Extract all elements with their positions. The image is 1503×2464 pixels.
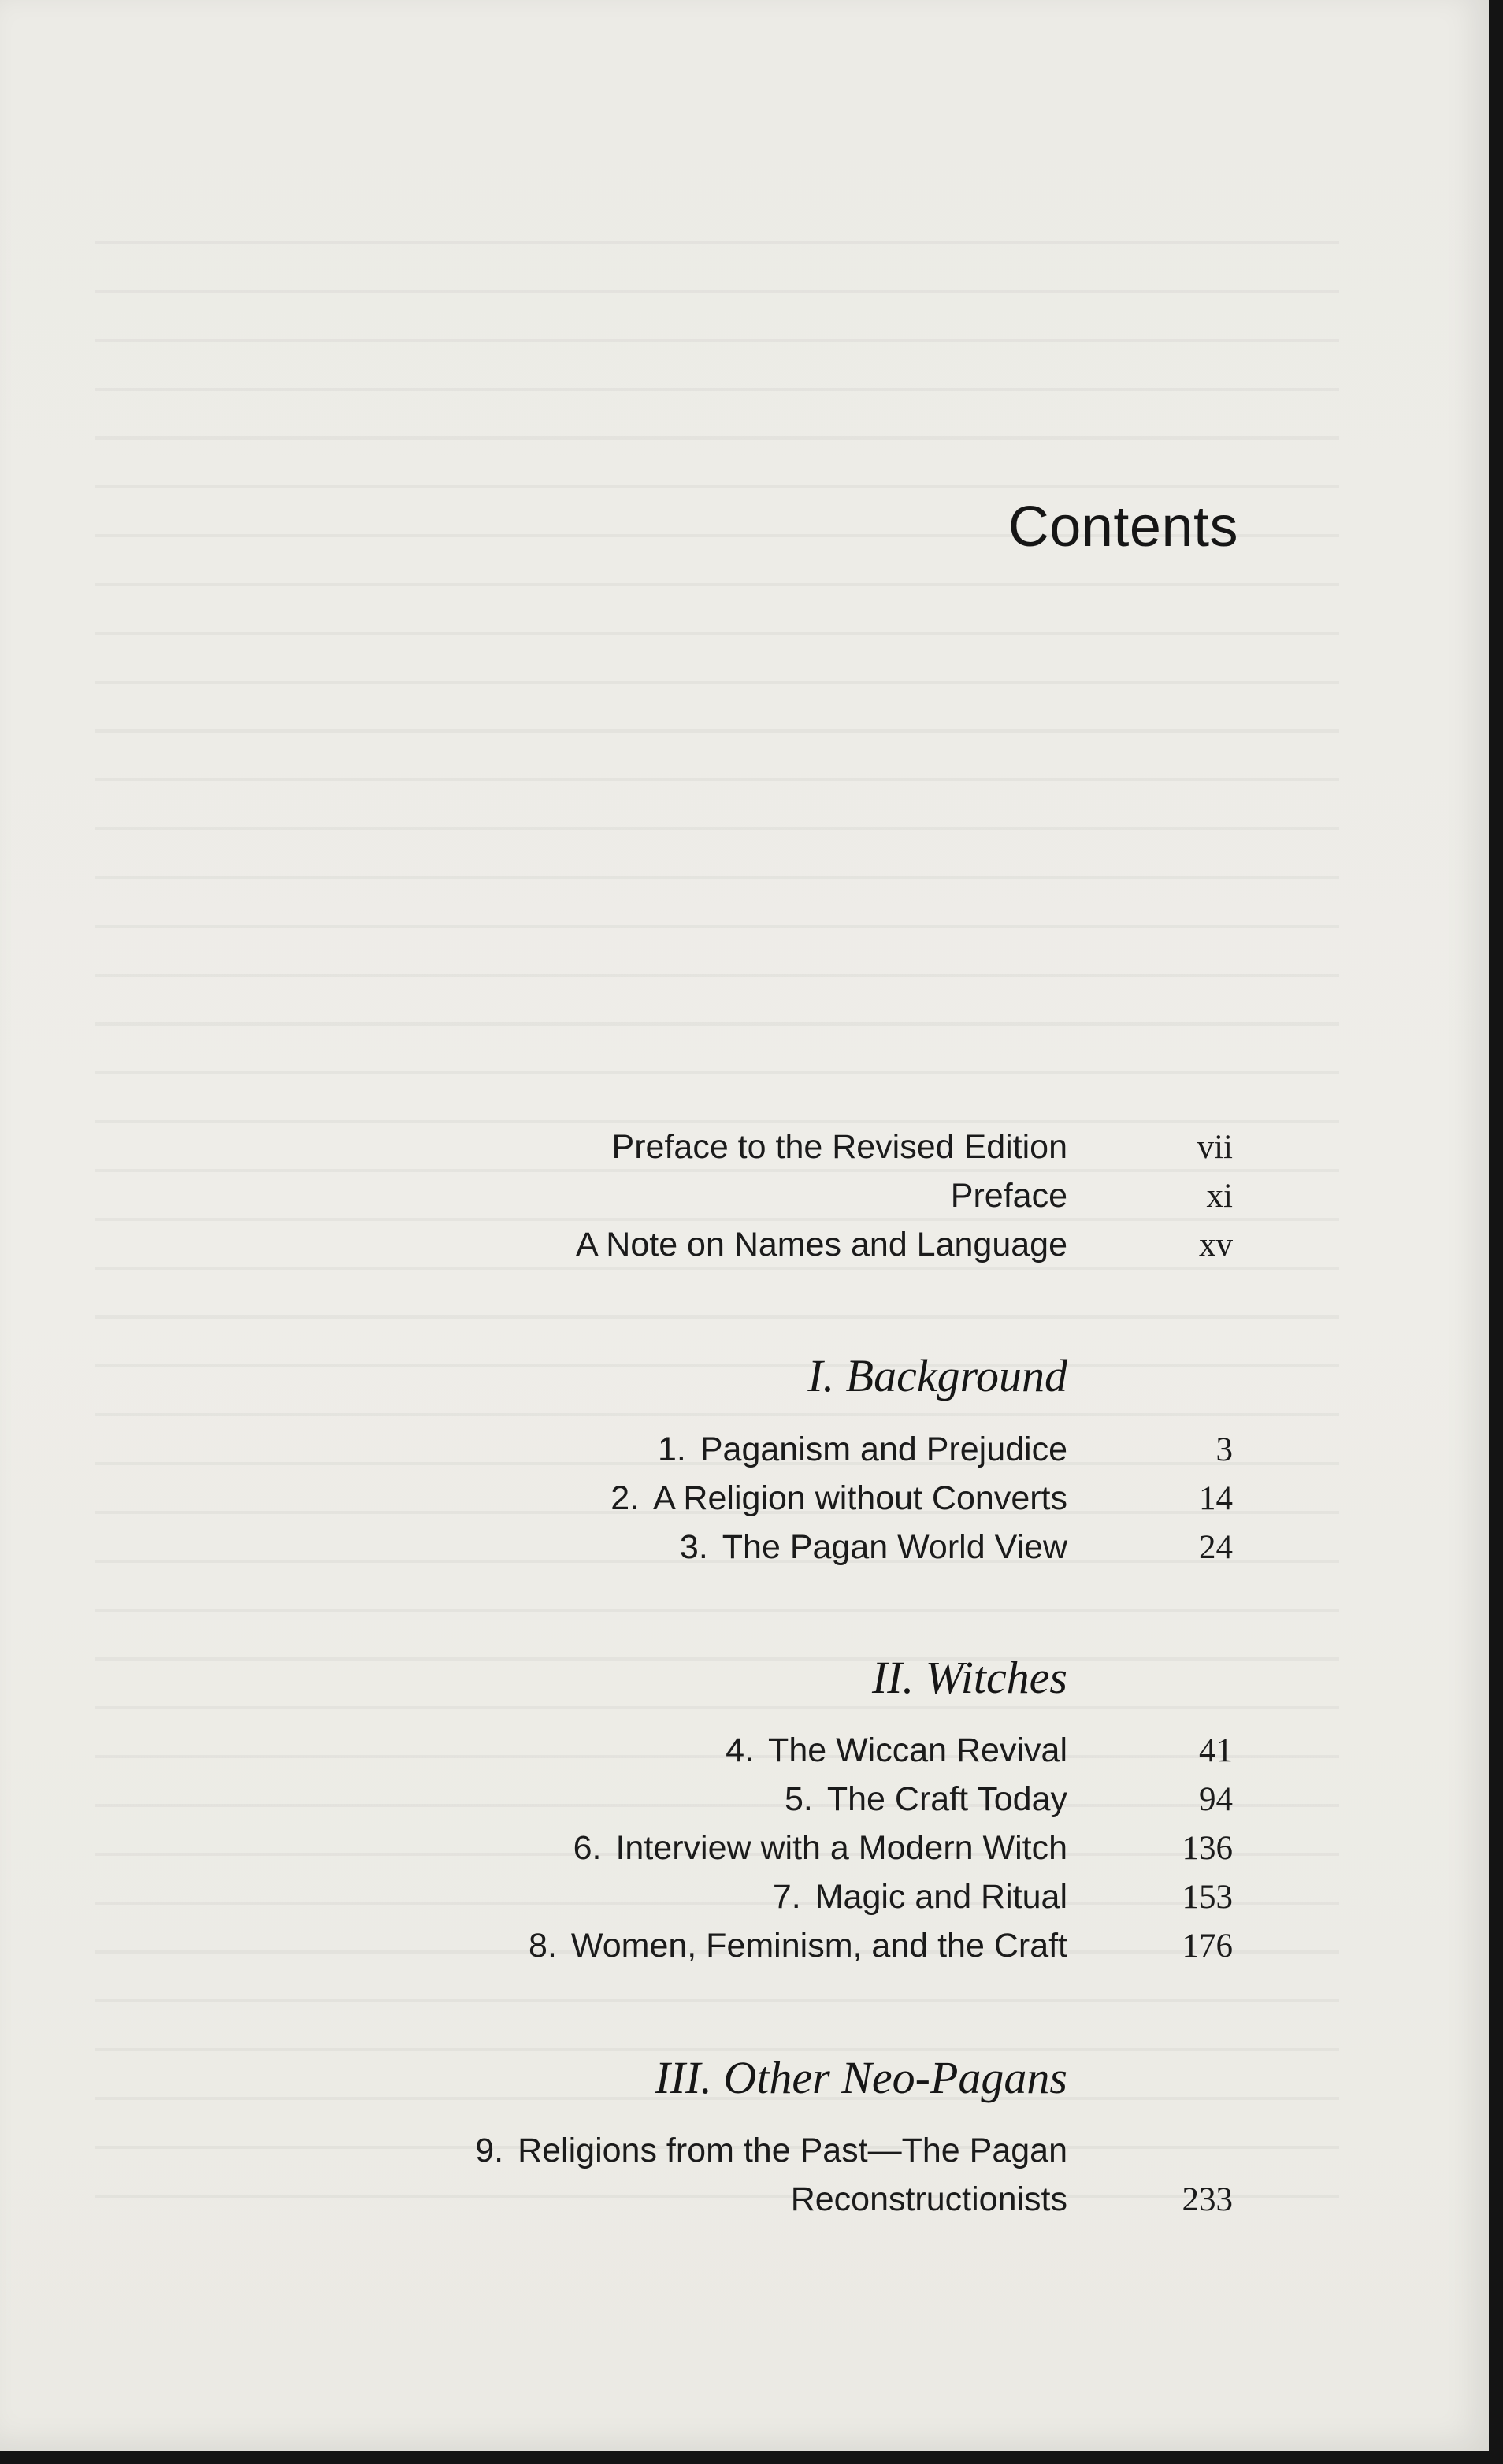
chapter-number: 3. — [679, 1528, 708, 1566]
chapter-number: 2. — [610, 1479, 640, 1517]
chapter-title: The Pagan World View — [722, 1528, 1067, 1566]
part-heading: II. Witches — [871, 1652, 1067, 1703]
page-title: Contents — [1008, 495, 1238, 558]
toc-entry — [0, 1226, 1489, 1275]
toc-entry-page: xi — [1206, 1178, 1233, 1215]
toc-entry — [0, 1927, 1489, 1976]
toc-entry-page: 14 — [1199, 1480, 1233, 1517]
part-heading: III. Other Neo-Pagans — [655, 2052, 1067, 2103]
chapter-number: 4. — [726, 1731, 755, 1769]
toc-entry-title — [726, 1731, 1067, 1770]
toc-entry-page: 41 — [1199, 1732, 1233, 1769]
toc-entry — [0, 1528, 1489, 1577]
toc-entry-title — [680, 1528, 1067, 1567]
toc-entry-title — [573, 1829, 1067, 1868]
toc-entry — [0, 1479, 1489, 1528]
toc-entry-page: 233 — [1182, 2181, 1233, 2218]
toc-entry-title: A Note on Names and Language — [576, 1226, 1067, 1264]
toc-entry — [0, 1431, 1489, 1479]
chapter-title: The Wiccan Revival — [768, 1731, 1067, 1769]
part-heading: I. Background — [807, 1350, 1067, 1401]
chapter-title: Paganism and Prejudice — [700, 1431, 1067, 1468]
toc-entry-title — [658, 1431, 1067, 1469]
toc-entry — [0, 2132, 1489, 2180]
toc-entry-title: Preface to the Revised Edition — [611, 1128, 1067, 1166]
toc-entry-page: 136 — [1182, 1830, 1233, 1867]
toc-entry — [0, 1731, 1489, 1780]
toc-entry-title — [475, 2132, 1067, 2170]
toc-entry-page: xv — [1199, 1226, 1233, 1264]
chapter-number: 9. — [475, 2132, 504, 2169]
chapter-number: 1. — [658, 1431, 686, 1468]
chapter-title-continued: Reconstructionists — [790, 2180, 1067, 2218]
toc-entry-page: vii — [1197, 1129, 1233, 1166]
chapter-title: Magic and Ritual — [815, 1878, 1067, 1916]
toc-entry-title — [785, 1780, 1067, 1819]
chapter-number: 6. — [573, 1829, 602, 1867]
toc-entry-page: 3 — [1215, 1431, 1233, 1468]
toc-entry-title: Preface — [950, 1177, 1067, 1215]
toc-entry-continued — [0, 2180, 1489, 2229]
toc-entry — [0, 1878, 1489, 1927]
toc-entry-page: 24 — [1199, 1529, 1233, 1566]
toc-entry-title — [529, 1927, 1067, 1965]
toc-entry-title — [610, 1479, 1067, 1518]
chapter-number: 7. — [772, 1878, 801, 1916]
chapter-number: 5. — [784, 1780, 813, 1818]
toc-entry — [0, 1829, 1489, 1878]
toc-entry-page: 176 — [1182, 1928, 1233, 1965]
chapter-title: Religions from the Past—The Pagan — [518, 2132, 1067, 2169]
toc-entry-title — [773, 1878, 1067, 1917]
toc-entry-page: 153 — [1182, 1879, 1233, 1916]
chapter-title: Women, Feminism, and the Craft — [570, 1927, 1067, 1965]
toc-entry — [0, 1780, 1489, 1829]
chapter-title: A Religion without Converts — [653, 1479, 1067, 1517]
chapter-title: Interview with a Modern Witch — [615, 1829, 1067, 1867]
toc-entry — [0, 1128, 1489, 1177]
toc-entry-page: 94 — [1199, 1781, 1233, 1818]
toc-entry — [0, 1177, 1489, 1226]
chapter-title: The Craft Today — [826, 1780, 1067, 1818]
chapter-number: 8. — [529, 1927, 557, 1965]
